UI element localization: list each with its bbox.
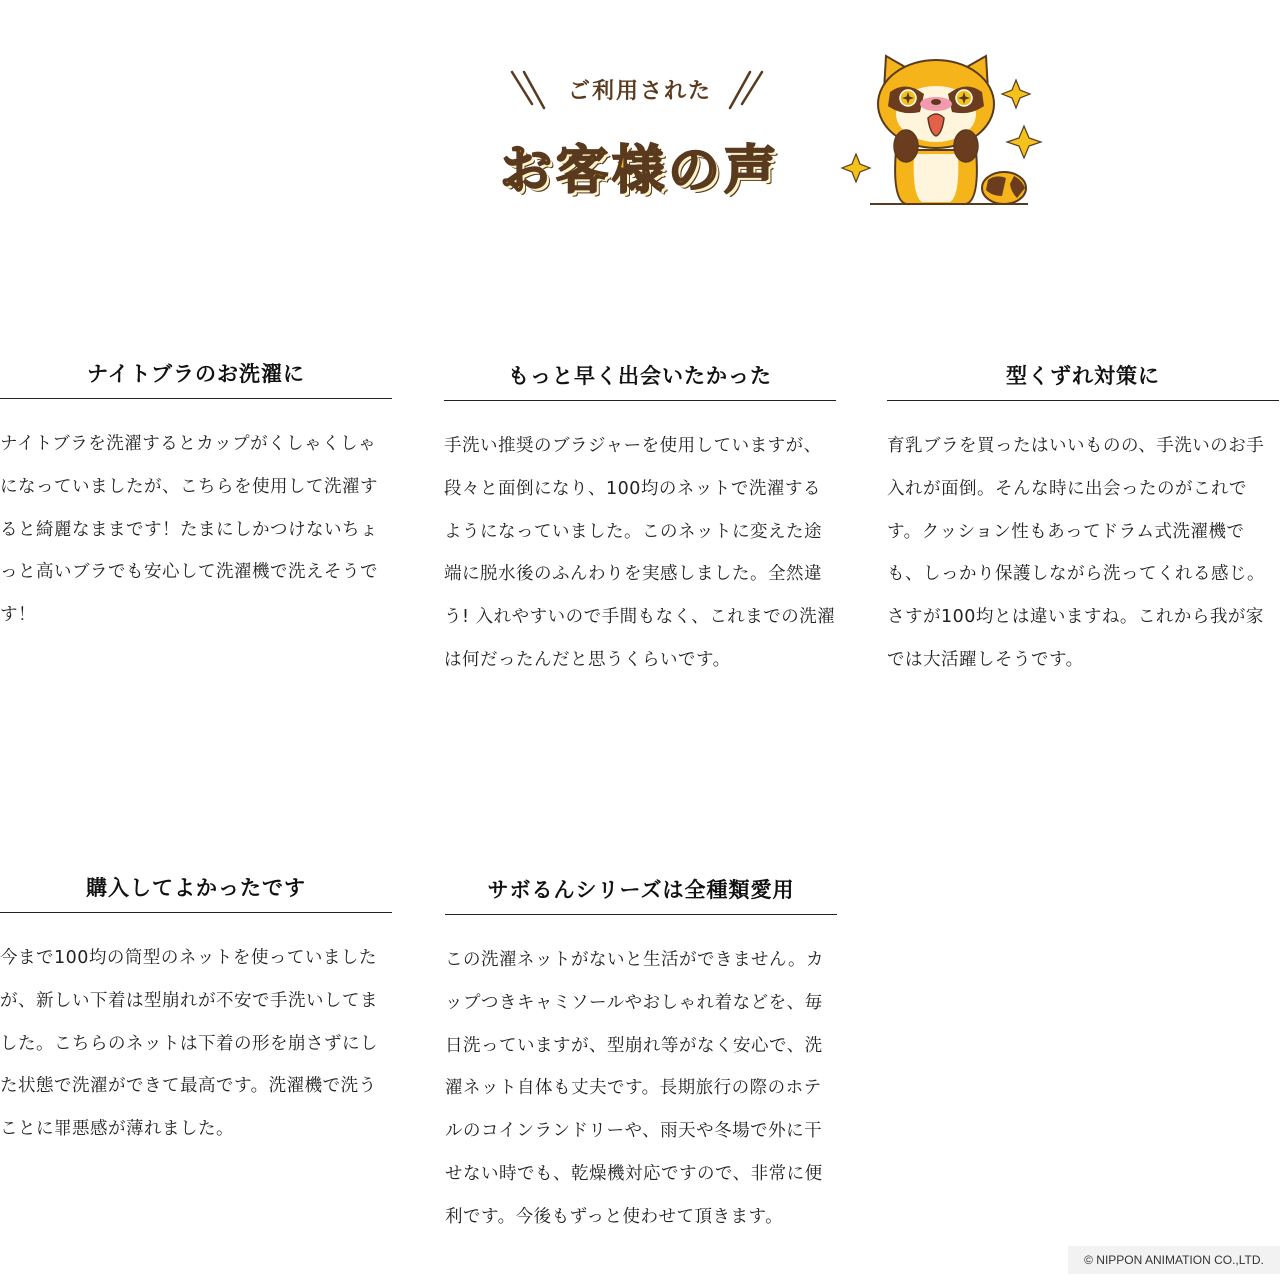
section-header [0,0,1280,240]
copyright-notice: © NIPPON ANIMATION CO.,LTD. [1068,1246,1280,1274]
section-title: お客様の声 [499,141,780,201]
tail [982,172,1026,204]
section-subtitle: ご利用された [567,79,712,104]
review-title: ナイトブラのお洗濯に [0,354,392,399]
review-card [0,868,392,1151]
review-body: 今まで100均の筒型のネットを使っていましたが、新しい下着は型崩れが不安で手洗いしてました。こちらのネットは下着の形を崩さずにした状態で洗濯ができて最高です。洗濯機で洗うことに罪悪感が薄れました。 [0,948,378,1140]
review-title: 型くずれ対策に [887,356,1279,401]
review-card [887,356,1279,682]
review-card [0,354,392,637]
review-body: 育乳ブラを買ったはいいものの、手洗いのお手入れが面倒。そんな時に出会ったのがこれです。クッション性もあってドラム式洗濯機でも、しっかり保護しながら洗ってくれる感じ。さすが100均とは違いますね。これから我が家では大活躍しそうです。 [887,436,1265,670]
review-body: 手洗い推奨のブラジャーを使用していますが、段々と面倒になり、100均のネットで洗濯するようになっていました。このネットに変えた途端に脱水後のふんわりを実感しました。全然違う! 入れやすいので手間もなく、これまでの洗濯は何だったんだと思うくらいです。 [444,436,836,670]
review-card [445,870,837,1239]
left-deco-lines [508,70,550,112]
review-body: この洗濯ネットがないと生活ができません。カップつきキャミソールやおしゃれ着などを、毎日洗っていますが、型崩れ等がなく安心で、洗濯ネット自体も丈夫です。長期旅行の際のホテルのコインランドリーや、雨天や冬場で外に干せない時でも、乾燥機対応ですので、非常に便利です。今後もずっと使わせて頂きます。 [445,950,825,1227]
review-card [444,356,836,682]
review-title: もっと早く出会いたかった [444,356,836,401]
review-title: サボるんシリーズは全種類愛用 [445,870,837,915]
review-title: 購入してよかったです [0,868,392,913]
review-body: ナイトブラを洗濯するとカップがくしゃくしゃになっていましたが、こちらを使用して洗濯すると綺麗なままです！たまにしかつけないちょっと高いブラでも安心して洗濯機で洗えそうです！ [0,434,378,626]
raccoon-mascot-icon [836,50,1046,220]
right-deco-lines [724,70,766,112]
